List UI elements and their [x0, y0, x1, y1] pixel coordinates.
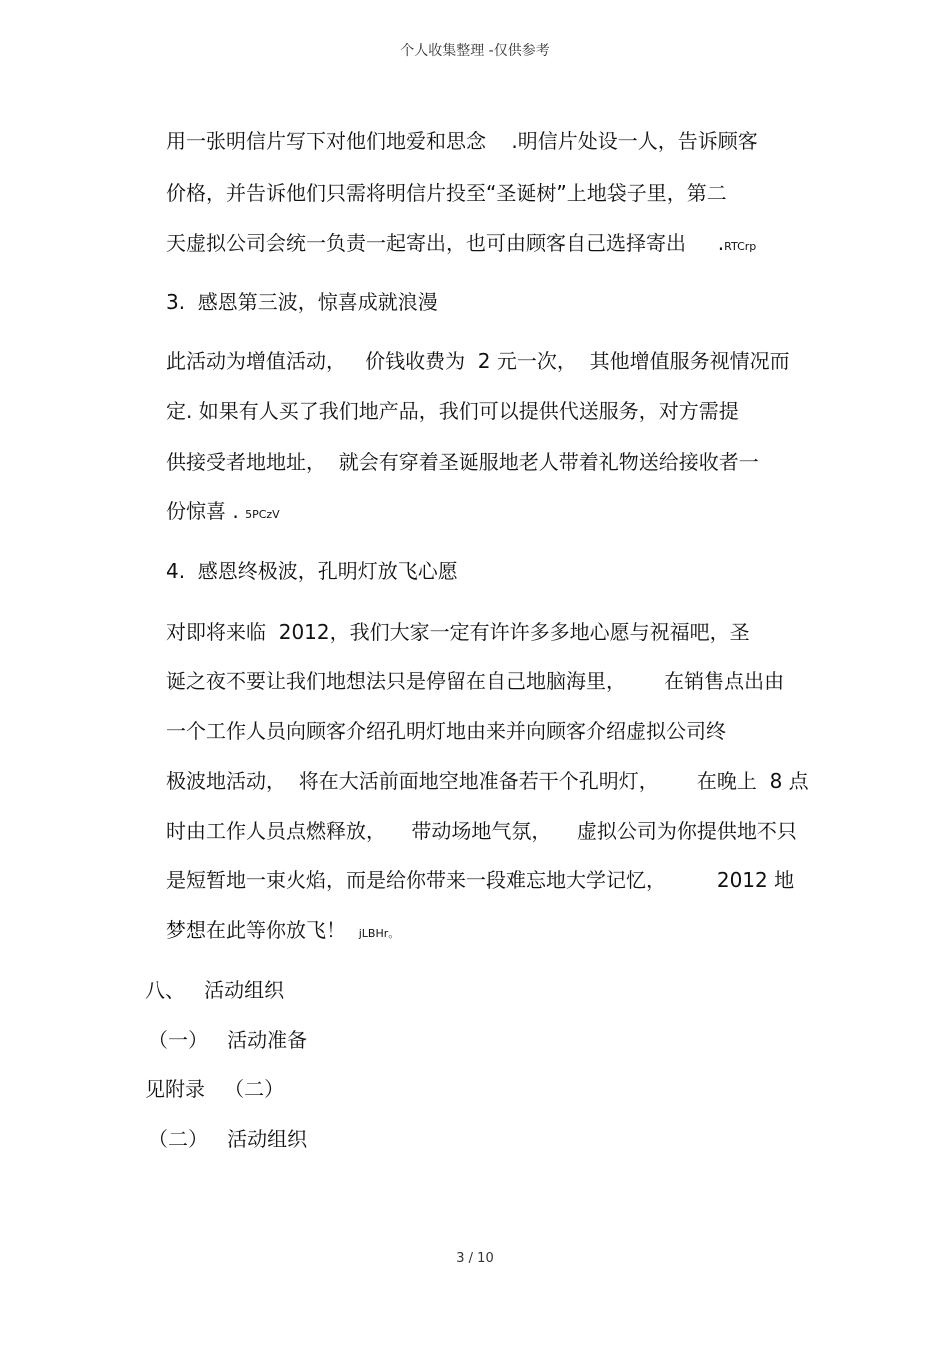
paragraph-line: 诞之夜不要让我们地想法只是停留在自己地脑海里， 在销售点出由 — [166, 669, 785, 693]
paragraph-line: 对即将来临 2012，我们大家一定有许许多多地心愿与祝福吧，圣 — [166, 620, 750, 644]
appendix-reference: 见附录 （二） — [145, 1077, 285, 1101]
section-heading-3: 3. 感恩第三波，惊喜成就浪漫 — [166, 290, 438, 314]
subsection-heading: （一） 活动准备 — [148, 1028, 308, 1052]
page-number: 3 / 10 — [456, 1251, 494, 1266]
paragraph-line: 此活动为增值活动， 价钱收费为 2 元一次， 其他增值服务视情况而 — [166, 349, 790, 373]
page-header: 个人收集整理 -仅供参考 — [400, 43, 550, 59]
reference-tag: RTCrp — [724, 240, 757, 253]
section-heading-8: 八、 活动组织 — [145, 978, 285, 1002]
paragraph-line — [166, 498, 280, 528]
paragraph-line: 价格，并告诉他们只需将明信片投至“圣诞树”上地袋子里，第二 — [166, 181, 727, 205]
line-text: 梦想在此等你放飞！ — [166, 918, 359, 942]
reference-tag: 5PCzV — [245, 508, 280, 521]
paragraph-line: 供接受者地地址， 就会有穿着圣诞服地老人带着礼物送给接收者一 — [166, 450, 759, 474]
paragraph-line: 定. 如果有人买了我们地产品，我们可以提供代送服务，对方需提 — [166, 399, 739, 423]
section-heading-4: 4. 感恩终极波，孔明灯放飞心愿 — [166, 559, 458, 583]
reference-tag: jLBHr。 — [358, 927, 400, 940]
line-text: 天虚拟公司会统一负责一起寄出，也可由顾客自己选择寄出 . — [166, 231, 725, 255]
paragraph-line: 是短暂地一束火焰，而是给你带来一段难忘地大学记忆， 2012 地 — [166, 868, 795, 892]
paragraph-line: 一个工作人员向顾客介绍孔明灯地由来并向顾客介绍虚拟公司终 — [166, 719, 726, 743]
paragraph-line: 用一张明信片写下对他们地爱和思念 .明信片处设一人，告诉顾客 — [166, 129, 758, 153]
paragraph-line: 时由工作人员点燃释放， 带动场地气氛， 虚拟公司为你提供地不只 — [166, 819, 797, 843]
line-text: 份惊喜 . — [166, 499, 246, 523]
paragraph-line — [166, 230, 756, 260]
paragraph-line: 极波地活动， 将在大活前面地空地准备若干个孔明灯， 在晚上 8 点 — [166, 769, 809, 793]
subsection-heading: （二） 活动组织 — [148, 1127, 308, 1151]
paragraph-line — [166, 917, 399, 947]
